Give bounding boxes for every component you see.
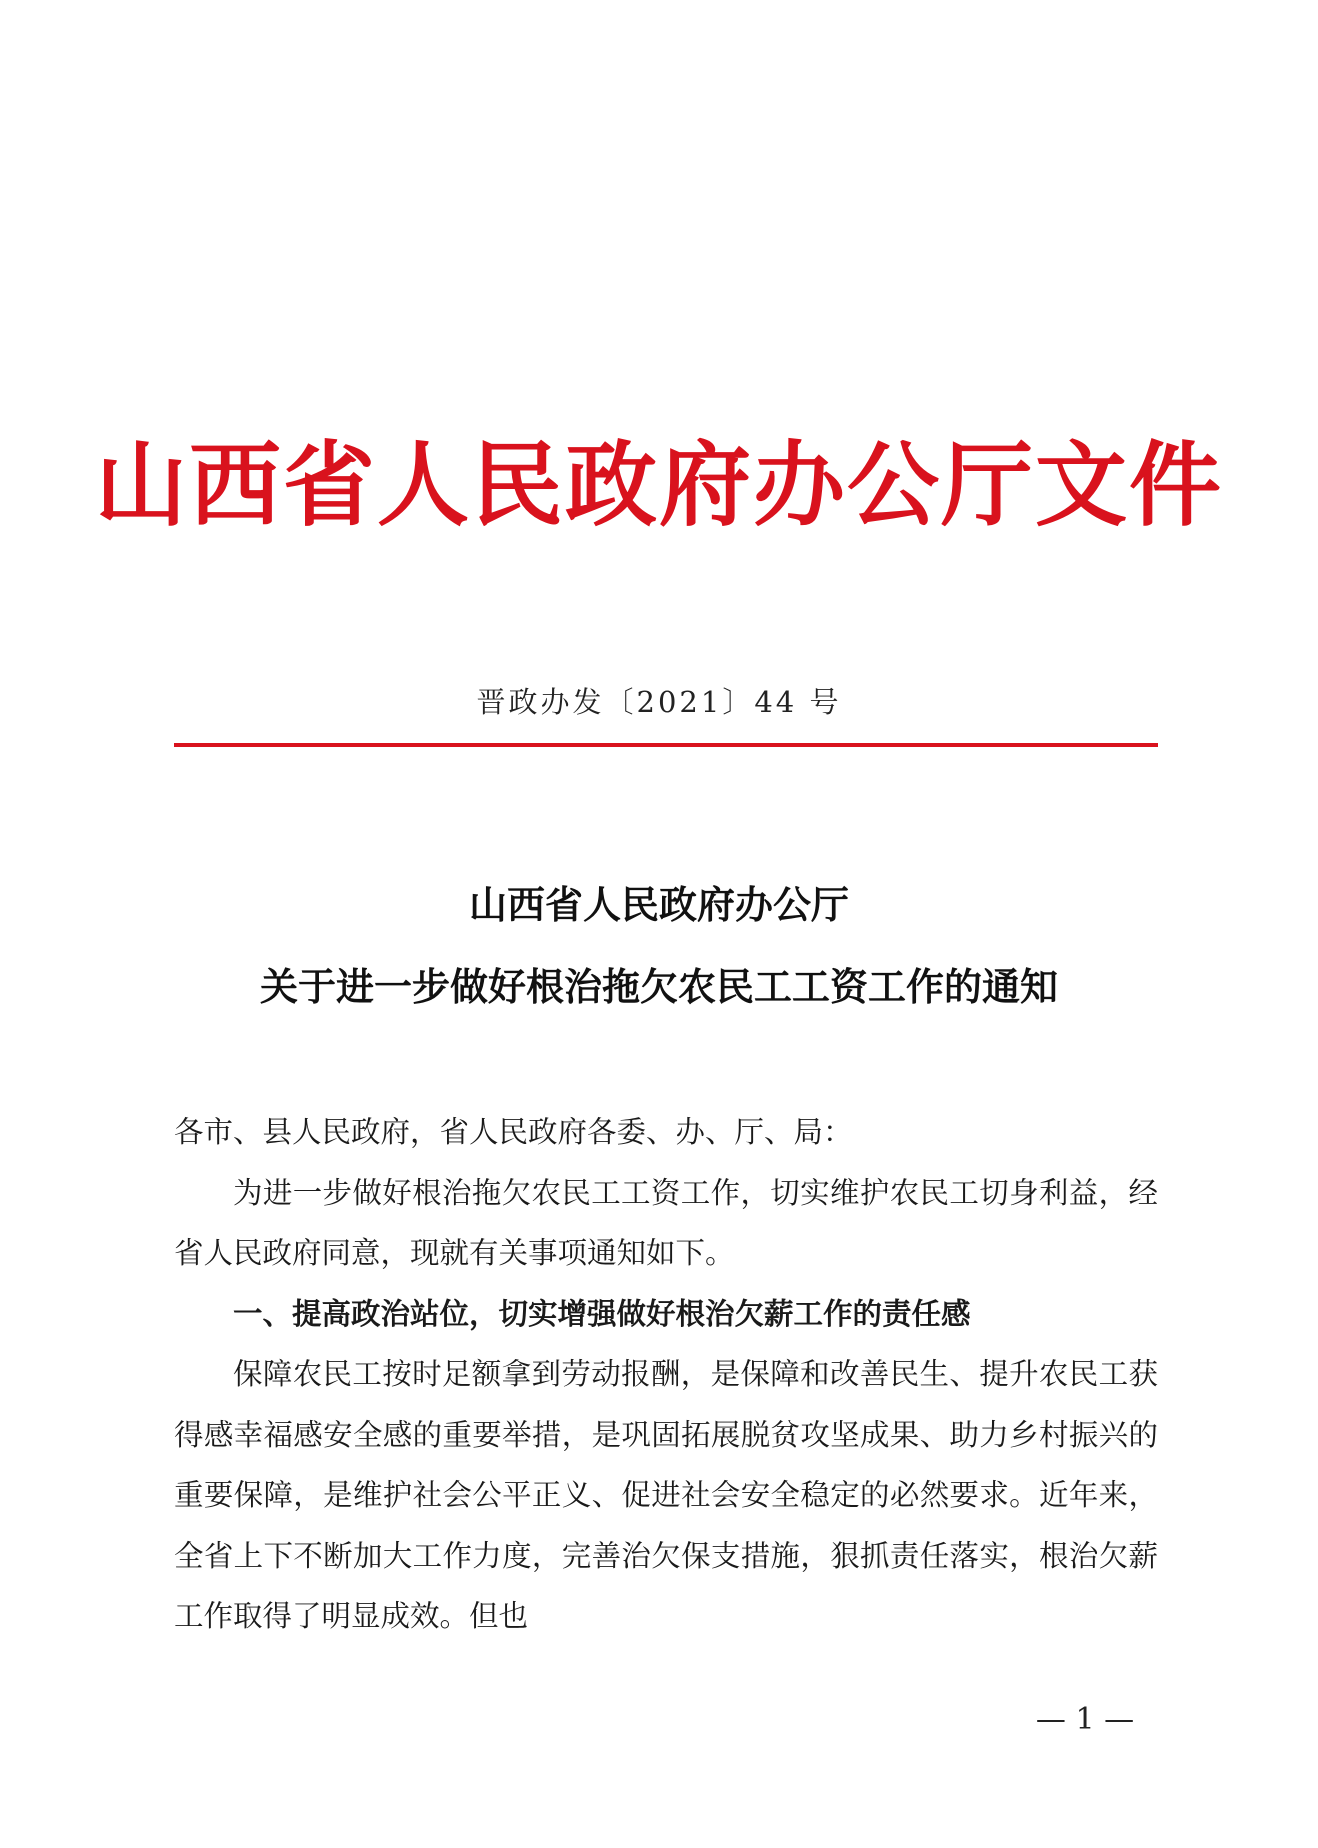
section-1-paragraph: 保障农民工按时足额拿到劳动报酬，是保障和改善民生、提升农民工获得感幸福感安全感的重要举措，是巩固拓展脱贫攻坚成果、助力乡村振兴的重要保障，是维护社会公平正义、促进社会安全稳定的必然要求。近年来，全省上下不断加大工作力度，完善治欠保支措施，狠抓责任落实，根治欠薪工作取得了明显成效。但也	[174, 1357, 1158, 1633]
section-heading-1: 一、提高政治站位，切实增强做好根治欠薪工作的责任感	[233, 1296, 971, 1331]
issuer-red-header: 山西省人民政府办公厅文件	[94, 431, 1223, 539]
document-title-line-2: 关于进一步做好根治拖欠农民工工资工作的通知	[259, 965, 1058, 1009]
document-number: 晋政办发〔2021〕44 号	[476, 685, 842, 719]
intro-paragraph: 为进一步做好根治拖欠农民工工资工作，切实维护农民工切身利益，经省人民政府同意，现就有关事项通知如下。	[174, 1175, 1158, 1270]
document-body	[174, 1102, 1158, 1647]
salutation: 各市、县人民政府，省人民政府各委、办、厅、局：	[174, 1115, 853, 1149]
red-separator-line	[174, 743, 1158, 747]
page-number: — 1 —	[1035, 1702, 1135, 1737]
document-title-line-1: 山西省人民政府办公厅	[468, 883, 849, 927]
